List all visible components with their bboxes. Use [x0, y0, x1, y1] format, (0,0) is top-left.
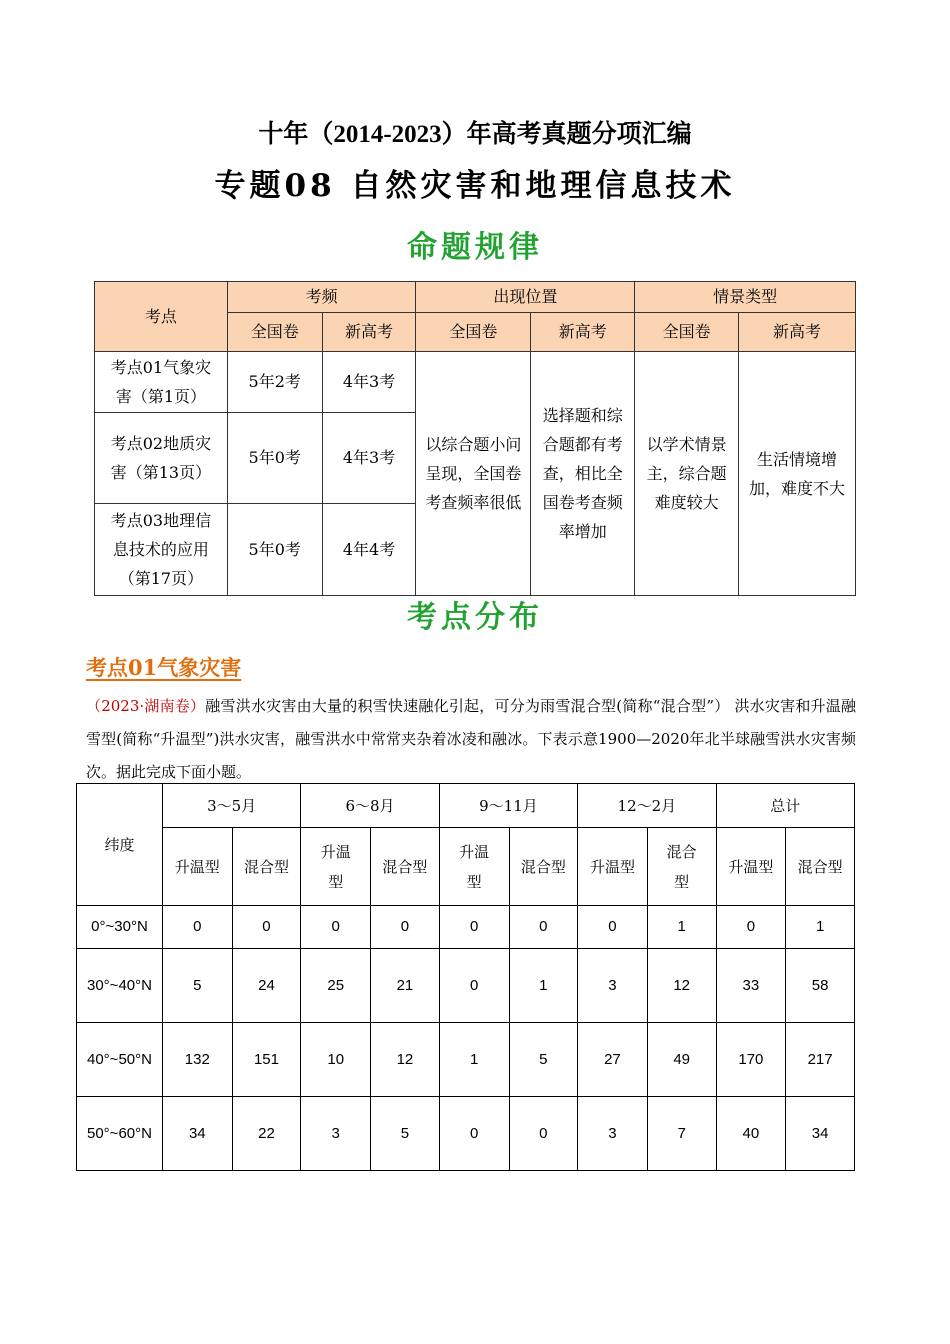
- value-cell: 217: [786, 1023, 855, 1097]
- position-new-cell: 选择题和综合题都有考查，相比全国卷考查频率增加: [531, 352, 635, 596]
- freq-national-cell: 5年2考: [227, 352, 322, 413]
- question-text: 融雪洪水灾害由大量的积雪快速融化引起，可分为雨雪混合型(简称“混合型”） 洪水灾害和升温融雪型(简称“升温型”)洪水灾害，融雪洪水中常常夹杂着冰凌和融冰。下表示意1900—2020年北半球融雪洪水灾害频次。据此完成下面小题。: [86, 697, 856, 781]
- latitude-cell: 50°~60°N: [77, 1097, 163, 1171]
- value-cell: 0: [301, 906, 371, 949]
- value-cell: 0: [371, 906, 440, 949]
- value-cell: 49: [647, 1023, 716, 1097]
- value-cell: 132: [162, 1023, 232, 1097]
- value-cell: 58: [786, 949, 855, 1023]
- value-cell: 10: [301, 1023, 371, 1097]
- type-header: 混合型: [232, 828, 301, 906]
- table-row: [77, 1023, 855, 1097]
- type-header: 混合型: [786, 828, 855, 906]
- topic-title: 专题08 自然灾害和地理信息技术: [214, 168, 736, 204]
- section-heading-rules: 命题规律: [407, 230, 543, 265]
- type-header: 混合型: [647, 828, 716, 906]
- section-heading-distribution: 考点分布: [407, 600, 543, 635]
- latitude-cell: 0°~30°N: [77, 906, 163, 949]
- subheader-national: 全国卷: [416, 313, 531, 352]
- value-cell: 0: [439, 949, 509, 1023]
- type-header: 升温型: [301, 828, 371, 906]
- value-cell: 22: [232, 1097, 301, 1171]
- subheader-new: 新高考: [322, 313, 416, 352]
- freq-new-cell: 4年3考: [322, 413, 416, 504]
- type-header: 升温型: [162, 828, 232, 906]
- value-cell: 5: [509, 1023, 578, 1097]
- header-scene: 情景类型: [635, 282, 856, 313]
- position-national-cell: 以综合题小问呈现，全国卷考查频率很低: [416, 352, 531, 596]
- period-header: 9～11月: [439, 784, 577, 828]
- value-cell: 1: [439, 1023, 509, 1097]
- header-point: 考点: [95, 282, 228, 352]
- value-cell: 12: [647, 949, 716, 1023]
- value-cell: 5: [371, 1097, 440, 1171]
- document-title: 十年（2014-2023）年高考真题分项汇编: [258, 121, 692, 148]
- subheader-new: 新高考: [739, 313, 856, 352]
- period-header: 3～5月: [162, 784, 300, 828]
- rules-table: [94, 281, 856, 596]
- freq-national-cell: 5年0考: [227, 413, 322, 504]
- type-header: 升温型: [439, 828, 509, 906]
- latitude-cell: 30°~40°N: [77, 949, 163, 1023]
- value-cell: 170: [716, 1023, 786, 1097]
- subheader-national: 全国卷: [635, 313, 739, 352]
- point-cell: 考点03地理信息技术的应用（第17页）: [95, 504, 228, 596]
- value-cell: 27: [578, 1023, 648, 1097]
- type-header: 混合型: [509, 828, 578, 906]
- value-cell: 1: [786, 906, 855, 949]
- value-cell: 40: [716, 1097, 786, 1171]
- scene-new-cell: 生活情境增加，难度不大: [739, 352, 856, 596]
- value-cell: 1: [647, 906, 716, 949]
- point-cell: 考点01气象灾害（第1页）: [95, 352, 228, 413]
- value-cell: 3: [578, 949, 648, 1023]
- value-cell: 33: [716, 949, 786, 1023]
- freq-national-cell: 5年0考: [227, 504, 322, 596]
- value-cell: 0: [578, 906, 648, 949]
- value-cell: 1: [509, 949, 578, 1023]
- value-cell: 25: [301, 949, 371, 1023]
- scene-national-cell: 以学术情景主，综合题难度较大: [635, 352, 739, 596]
- freq-new-cell: 4年4考: [322, 504, 416, 596]
- question-source: （2023·湖南卷）: [86, 697, 206, 715]
- freq-new-cell: 4年3考: [322, 352, 416, 413]
- table-row: [77, 906, 855, 949]
- value-cell: 0: [509, 906, 578, 949]
- period-header: 12～2月: [578, 784, 716, 828]
- value-cell: 3: [301, 1097, 371, 1171]
- type-header: 升温型: [578, 828, 648, 906]
- period-header: 总计: [716, 784, 854, 828]
- period-header: 6～8月: [301, 784, 439, 828]
- value-cell: 151: [232, 1023, 301, 1097]
- question-stem: [86, 690, 856, 789]
- header-position: 出现位置: [416, 282, 635, 313]
- value-cell: 34: [786, 1097, 855, 1171]
- latitude-header: 纬度: [77, 784, 163, 906]
- type-header: 升温型: [716, 828, 786, 906]
- table-row: [77, 1097, 855, 1171]
- value-cell: 0: [439, 906, 509, 949]
- latitude-cell: 40°~50°N: [77, 1023, 163, 1097]
- subheader-national: 全国卷: [227, 313, 322, 352]
- value-cell: 12: [371, 1023, 440, 1097]
- topic-heading: 考点01气象灾害: [86, 655, 242, 680]
- header-frequency: 考频: [227, 282, 416, 313]
- point-cell: 考点02地质灾害（第13页）: [95, 413, 228, 504]
- value-cell: 0: [162, 906, 232, 949]
- value-cell: 5: [162, 949, 232, 1023]
- table-row: [77, 949, 855, 1023]
- value-cell: 21: [371, 949, 440, 1023]
- value-cell: 34: [162, 1097, 232, 1171]
- value-cell: 0: [439, 1097, 509, 1171]
- value-cell: 24: [232, 949, 301, 1023]
- value-cell: 3: [578, 1097, 648, 1171]
- value-cell: 0: [509, 1097, 578, 1171]
- flood-frequency-table: [76, 783, 855, 1171]
- value-cell: 7: [647, 1097, 716, 1171]
- value-cell: 0: [232, 906, 301, 949]
- subheader-new: 新高考: [531, 313, 635, 352]
- value-cell: 0: [716, 906, 786, 949]
- type-header: 混合型: [371, 828, 440, 906]
